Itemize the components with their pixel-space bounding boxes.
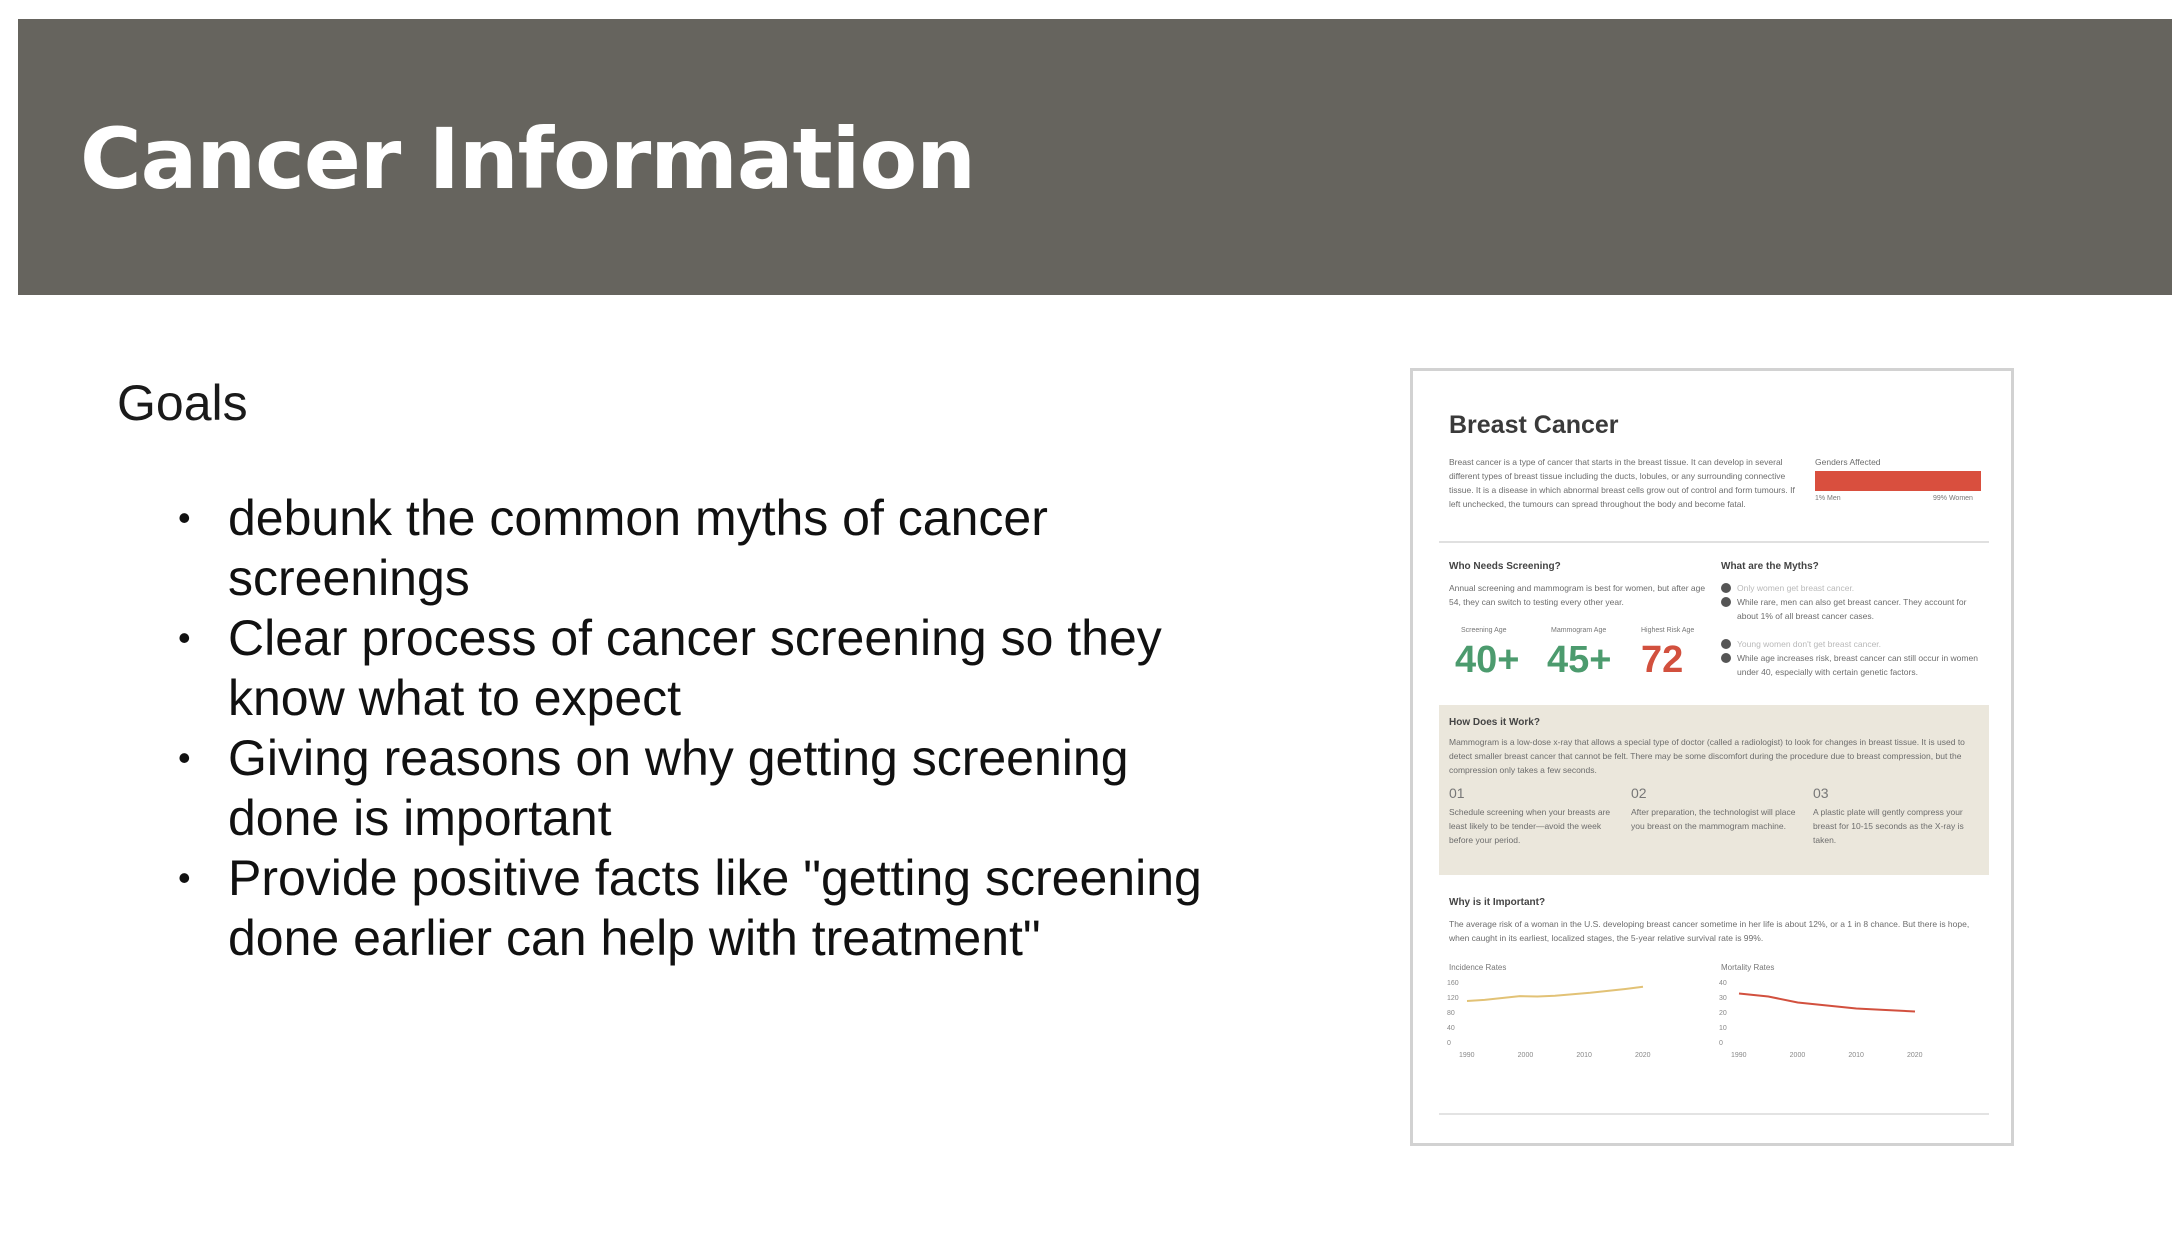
- check-icon: [1721, 639, 1731, 649]
- x-tick-label: 2000: [1789, 1052, 1806, 1059]
- incidence-chart: [1443, 977, 1693, 1061]
- check-icon: [1721, 597, 1731, 607]
- check-icon: [1721, 653, 1731, 663]
- fact-item: While age increases risk, breast cancer can still occur in women under 40, especially with certain genetic factors.: [1721, 651, 1981, 679]
- step-text: Schedule screening when your breasts are least likely to be tender—avoid the week before your period.: [1449, 807, 1611, 845]
- goal-item: • Provide positive facts like "getting screening done earlier can help with treatment": [178, 850, 1202, 966]
- myth-item: Only women get breast cancer.: [1721, 581, 1981, 595]
- y-tick-label: 0: [1447, 1040, 1451, 1047]
- screening-text: Annual screening and mammogram is best for women, but after age 54, they can switch to testing every other year.: [1449, 583, 1706, 607]
- myths-title: What are the Myths?: [1721, 561, 1819, 572]
- x-tick-label: 2000: [1517, 1052, 1534, 1059]
- stat-value: 45+: [1547, 639, 1612, 681]
- genders-women-label: 99% Women: [1933, 495, 1973, 502]
- how-text: Mammogram is a low-dose x-ray that allows a special type of doctor (called a radiologist) to look for changes in breast tissue. It is used to detect smaller breast cancer that cannot be felt. There may be some discomfort during the procedure due to breast compression, but the compression only takes a few seconds.: [1449, 737, 1965, 775]
- genders-men-label: 1% Men: [1815, 495, 1841, 502]
- goals-heading: Goals: [117, 375, 248, 431]
- genders-label: Genders Affected: [1815, 457, 1881, 467]
- goal-item: • Clear process of cancer screening so they know what to expect: [178, 610, 1162, 726]
- title-banner: [18, 19, 2172, 295]
- x-tick-label: 1990: [1731, 1052, 1747, 1059]
- mortality-chart: [1715, 977, 1965, 1061]
- stat-label: Highest Risk Age: [1641, 627, 1695, 634]
- y-tick-label: 30: [1719, 995, 1727, 1002]
- document-title: Breast Cancer: [1449, 411, 1619, 439]
- y-tick-label: 0: [1719, 1040, 1723, 1047]
- y-tick-label: 160: [1447, 980, 1459, 987]
- goal-item: • Giving reasons on why getting screening done is important: [178, 730, 1129, 846]
- document-bottom-divider: [1439, 1113, 1989, 1115]
- section-divider: [1439, 541, 1989, 543]
- step-number: 01: [1449, 785, 1465, 801]
- stat-value: 72: [1641, 639, 1684, 681]
- x-tick-label: 1990: [1459, 1052, 1475, 1059]
- how-title: How Does it Work?: [1449, 717, 1540, 728]
- y-tick-label: 40: [1447, 1025, 1455, 1032]
- y-tick-label: 10: [1719, 1025, 1727, 1032]
- importance-title: Why is it Important?: [1449, 897, 1546, 908]
- slide-title: Cancer Information: [80, 110, 975, 208]
- how-it-works-panel: [1439, 705, 1989, 875]
- x-tick-label: 2010: [1576, 1052, 1592, 1059]
- step-number: 03: [1813, 785, 1829, 801]
- document-intro: Breast cancer is a type of cancer that starts in the breast tissue. It can develop in several different types of breast tissue including the ducts, lobules, or any surrounding connective tissue. It is a disease in which abnormal breast cells grow out of control and form tumours. If left unchecked, the tumours can spread throughout the body and become fatal.: [1449, 457, 1795, 509]
- screening-title: Who Needs Screening?: [1449, 561, 1561, 572]
- y-tick-label: 80: [1447, 1010, 1455, 1017]
- stat-label: Screening Age: [1461, 627, 1507, 634]
- mortality-chart-title: Mortality Rates: [1721, 963, 1775, 972]
- myth-item: Young women don't get breast cancer.: [1721, 637, 1981, 651]
- series-line: [1467, 987, 1643, 1001]
- series-line: [1739, 994, 1915, 1012]
- fact-item: While rare, men can also get breast cancer. They account for about 1% of all breast cancer cases.: [1721, 595, 1981, 623]
- step-number: 02: [1631, 785, 1647, 801]
- bullet-icon: •: [178, 737, 191, 778]
- y-tick-label: 20: [1719, 1010, 1727, 1017]
- x-tick-label: 2020: [1907, 1052, 1923, 1059]
- stat-value: 40+: [1455, 639, 1520, 681]
- y-tick-label: 40: [1719, 980, 1727, 987]
- goal-item: • debunk the common myths of cancer screenings: [178, 490, 1048, 606]
- check-icon: [1721, 583, 1731, 593]
- y-tick-label: 120: [1447, 995, 1459, 1002]
- document-thumbnail: [1410, 368, 2014, 1146]
- x-tick-label: 2020: [1635, 1052, 1651, 1059]
- goals-list: [178, 488, 1328, 968]
- incidence-chart-title: Incidence Rates: [1449, 963, 1507, 972]
- step-text: A plastic plate will gently compress your breast for 10-15 seconds as the X-ray is taken.: [1813, 807, 1964, 845]
- genders-bar: [1815, 471, 1981, 491]
- bullet-icon: •: [178, 617, 191, 658]
- bullet-icon: •: [178, 497, 191, 538]
- step-text: After preparation, the technologist will place you breast on the mammogram machine.: [1631, 807, 1796, 831]
- stat-label: Mammogram Age: [1551, 627, 1607, 634]
- bullet-icon: •: [178, 857, 191, 898]
- importance-text: The average risk of a woman in the U.S. developing breast cancer sometime in her life is about 12%, or a 1 in 8 chance. But there is hope, when caught in its earliest, localized stages, the 5-year relative survival rate is 99%.: [1449, 919, 1970, 943]
- x-tick-label: 2010: [1848, 1052, 1864, 1059]
